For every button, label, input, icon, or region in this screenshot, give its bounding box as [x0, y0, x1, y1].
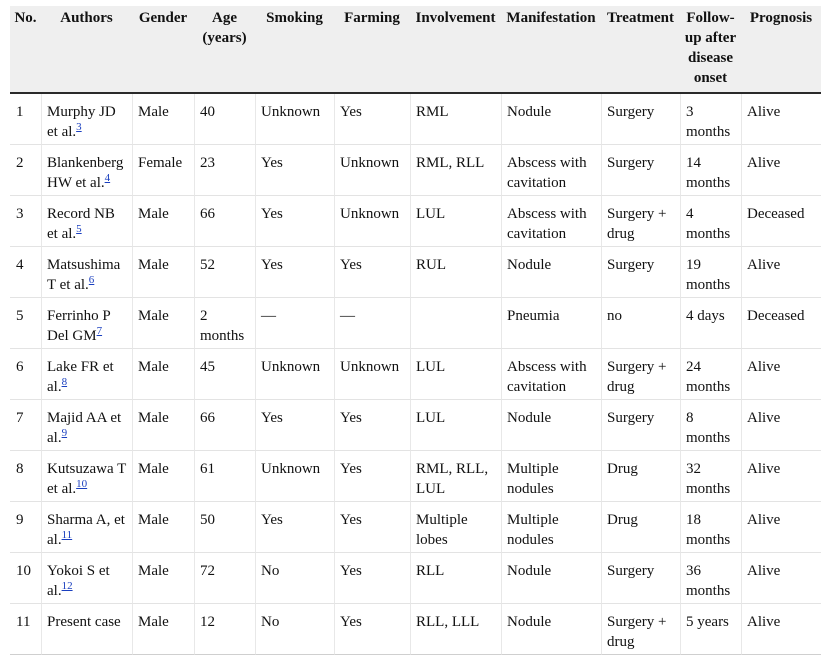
- author-name: Present case: [47, 614, 121, 630]
- cell-farming: Yes: [334, 400, 410, 451]
- cell-prognosis: Alive: [741, 247, 821, 298]
- table-row: [10, 349, 821, 400]
- author-name: Sharma A, et al.: [47, 512, 125, 548]
- cell-smoking: Unknown: [255, 94, 334, 145]
- cell-prognosis: Alive: [741, 94, 821, 145]
- cell-treatment: Surgery: [601, 94, 680, 145]
- cell-farming: Yes: [334, 94, 410, 145]
- cell-followup: 4 days: [680, 298, 741, 349]
- cell-author: [41, 145, 132, 196]
- cell-author: [41, 349, 132, 400]
- case-table-container: [10, 6, 821, 655]
- cell-age: 66: [194, 196, 255, 247]
- cell-author: [41, 400, 132, 451]
- cell-followup: 36 months: [680, 553, 741, 604]
- author-name: Record NB et al.: [47, 206, 115, 242]
- table-row: [10, 94, 821, 145]
- cell-author: [41, 94, 132, 145]
- cell-treatment: Surgery: [601, 145, 680, 196]
- header-authors: Authors: [41, 6, 132, 94]
- cell-involvement: RUL: [410, 247, 501, 298]
- cell-farming: Yes: [334, 247, 410, 298]
- cell-followup: 3 months: [680, 94, 741, 145]
- cell-author: [41, 451, 132, 502]
- reference-sup: [97, 323, 103, 337]
- cell-gender: Male: [132, 553, 194, 604]
- cell-prognosis: Alive: [741, 145, 821, 196]
- cell-involvement: RML, RLL, LUL: [410, 451, 501, 502]
- cell-manifestation: Nodule: [501, 94, 601, 145]
- cell-age: 23: [194, 145, 255, 196]
- cell-author: [41, 502, 132, 553]
- reference-sup: [62, 374, 68, 388]
- reference-sup: [76, 476, 87, 490]
- header-treatment: Treatment: [601, 6, 680, 94]
- cell-no: 3: [10, 196, 41, 247]
- author-name: Lake FR et al.: [47, 359, 114, 395]
- cell-involvement: RML, RLL: [410, 145, 501, 196]
- cell-age: 66: [194, 400, 255, 451]
- cell-manifestation: Nodule: [501, 604, 601, 655]
- cell-no: 8: [10, 451, 41, 502]
- cell-manifestation: Abscess with cavitation: [501, 349, 601, 400]
- cell-smoking: Yes: [255, 247, 334, 298]
- cell-manifestation: Abscess with cavitation: [501, 145, 601, 196]
- cell-gender: Male: [132, 604, 194, 655]
- table-row: [10, 298, 821, 349]
- reference-link[interactable]: 5: [76, 223, 82, 235]
- reference-link[interactable]: 6: [88, 274, 95, 286]
- cell-farming: Unknown: [334, 145, 410, 196]
- cell-gender: Male: [132, 502, 194, 553]
- cell-smoking: No: [255, 604, 334, 655]
- cell-treatment: Drug: [601, 451, 680, 502]
- case-table: [10, 6, 821, 655]
- cell-prognosis: Alive: [741, 604, 821, 655]
- reference-link[interactable]: 11: [61, 529, 73, 541]
- cell-treatment: Surgery: [601, 247, 680, 298]
- cell-smoking: No: [255, 553, 334, 604]
- cell-no: 2: [10, 145, 41, 196]
- cell-involvement: [410, 298, 501, 349]
- cell-age: 40: [194, 94, 255, 145]
- cell-author: [41, 247, 132, 298]
- table-row: [10, 145, 821, 196]
- header-gender: Gender: [132, 6, 194, 94]
- author-name: Majid AA et al.: [47, 410, 122, 446]
- cell-no: 7: [10, 400, 41, 451]
- cell-smoking: Yes: [255, 145, 334, 196]
- cell-prognosis: Alive: [741, 502, 821, 553]
- cell-followup: 32 months: [680, 451, 741, 502]
- header-age: Age (years): [194, 6, 255, 94]
- author-name: Murphy JD et al.: [47, 104, 116, 140]
- reference-link[interactable]: 9: [61, 427, 68, 439]
- reference-link[interactable]: 8: [61, 376, 68, 388]
- cell-no: 1: [10, 94, 41, 145]
- reference-sup: [76, 119, 82, 133]
- cell-age: 72: [194, 553, 255, 604]
- cell-involvement: LUL: [410, 400, 501, 451]
- cell-manifestation: Multiple nodules: [501, 451, 601, 502]
- cell-prognosis: Alive: [741, 451, 821, 502]
- cell-author: [41, 298, 132, 349]
- cell-followup: 24 months: [680, 349, 741, 400]
- cell-smoking: Yes: [255, 400, 334, 451]
- cell-followup: 8 months: [680, 400, 741, 451]
- cell-smoking: Yes: [255, 196, 334, 247]
- table-row: [10, 604, 821, 655]
- cell-gender: Male: [132, 94, 194, 145]
- cell-involvement: LUL: [410, 349, 501, 400]
- cell-no: 9: [10, 502, 41, 553]
- cell-prognosis: Alive: [741, 553, 821, 604]
- cell-gender: Male: [132, 451, 194, 502]
- cell-followup: 14 months: [680, 145, 741, 196]
- author-name: Blankenberg HW et al.: [47, 155, 124, 191]
- cell-farming: Yes: [334, 451, 410, 502]
- cell-no: 6: [10, 349, 41, 400]
- cell-treatment: no: [601, 298, 680, 349]
- cell-involvement: RLL, LLL: [410, 604, 501, 655]
- cell-followup: 5 years: [680, 604, 741, 655]
- reference-link[interactable]: 4: [104, 172, 111, 184]
- header-manifestation: Manifestation: [501, 6, 601, 94]
- table-row: [10, 553, 821, 604]
- header-prognosis: Prognosis: [741, 6, 821, 94]
- cell-treatment: Surgery: [601, 400, 680, 451]
- cell-prognosis: Deceased: [741, 196, 821, 247]
- cell-farming: Unknown: [334, 349, 410, 400]
- cell-treatment: Surgery + drug: [601, 604, 680, 655]
- reference-sup: [105, 170, 111, 184]
- cell-followup: 18 months: [680, 502, 741, 553]
- cell-author: [41, 604, 132, 655]
- cell-farming: Unknown: [334, 196, 410, 247]
- reference-sup: [62, 527, 73, 541]
- cell-involvement: RML: [410, 94, 501, 145]
- table-body: [10, 94, 821, 655]
- cell-treatment: Surgery + drug: [601, 349, 680, 400]
- cell-age: 50: [194, 502, 255, 553]
- table-header: [10, 6, 821, 94]
- cell-author: [41, 553, 132, 604]
- cell-gender: Male: [132, 196, 194, 247]
- cell-treatment: Surgery + drug: [601, 196, 680, 247]
- cell-treatment: Drug: [601, 502, 680, 553]
- table-row: [10, 400, 821, 451]
- cell-followup: 19 months: [680, 247, 741, 298]
- reference-sup: [62, 425, 68, 439]
- cell-prognosis: Alive: [741, 349, 821, 400]
- cell-manifestation: Multiple nodules: [501, 502, 601, 553]
- reference-link[interactable]: 12: [61, 580, 73, 592]
- table-row: [10, 502, 821, 553]
- cell-gender: Male: [132, 247, 194, 298]
- cell-farming: —: [334, 298, 410, 349]
- header-followup: Follow-up after disease onset: [680, 6, 741, 94]
- cell-author: [41, 196, 132, 247]
- cell-manifestation: Abscess with cavitation: [501, 196, 601, 247]
- header-smoking: Smoking: [255, 6, 334, 94]
- cell-gender: Male: [132, 298, 194, 349]
- cell-gender: Male: [132, 349, 194, 400]
- cell-farming: Yes: [334, 553, 410, 604]
- cell-smoking: —: [255, 298, 334, 349]
- reference-link[interactable]: 10: [76, 478, 88, 490]
- header-farming: Farming: [334, 6, 410, 94]
- author-name: Ferrinho P Del GM: [47, 308, 111, 344]
- cell-no: 10: [10, 553, 41, 604]
- cell-age: 52: [194, 247, 255, 298]
- cell-farming: Yes: [334, 502, 410, 553]
- author-name: Kutsuzawa T et al.: [47, 461, 127, 497]
- reference-sup: [89, 272, 95, 286]
- reference-sup: [76, 221, 82, 235]
- cell-prognosis: Deceased: [741, 298, 821, 349]
- cell-involvement: Multiple lobes: [410, 502, 501, 553]
- header-row: [10, 6, 821, 94]
- reference-link[interactable]: 7: [96, 325, 103, 337]
- cell-manifestation: Nodule: [501, 400, 601, 451]
- cell-smoking: Unknown: [255, 349, 334, 400]
- cell-no: 11: [10, 604, 41, 655]
- cell-age: 61: [194, 451, 255, 502]
- cell-no: 4: [10, 247, 41, 298]
- author-name: Yokoi S et al.: [47, 563, 110, 599]
- cell-smoking: Unknown: [255, 451, 334, 502]
- table-row: [10, 247, 821, 298]
- reference-sup: [62, 578, 73, 592]
- cell-age: 45: [194, 349, 255, 400]
- cell-no: 5: [10, 298, 41, 349]
- cell-age: 12: [194, 604, 255, 655]
- cell-followup: 4 months: [680, 196, 741, 247]
- cell-age: 2 months: [194, 298, 255, 349]
- cell-treatment: Surgery: [601, 553, 680, 604]
- cell-involvement: LUL: [410, 196, 501, 247]
- cell-gender: Female: [132, 145, 194, 196]
- header-involvement: Involvement: [410, 6, 501, 94]
- author-name: Matsushima T et al.: [47, 257, 121, 293]
- cell-manifestation: Nodule: [501, 247, 601, 298]
- table-row: [10, 196, 821, 247]
- header-no: No.: [10, 6, 41, 94]
- cell-smoking: Yes: [255, 502, 334, 553]
- cell-manifestation: Nodule: [501, 553, 601, 604]
- table-row: [10, 451, 821, 502]
- cell-manifestation: Pneumia: [501, 298, 601, 349]
- cell-involvement: RLL: [410, 553, 501, 604]
- reference-link[interactable]: 3: [76, 121, 82, 133]
- cell-farming: Yes: [334, 604, 410, 655]
- cell-gender: Male: [132, 400, 194, 451]
- cell-prognosis: Alive: [741, 400, 821, 451]
